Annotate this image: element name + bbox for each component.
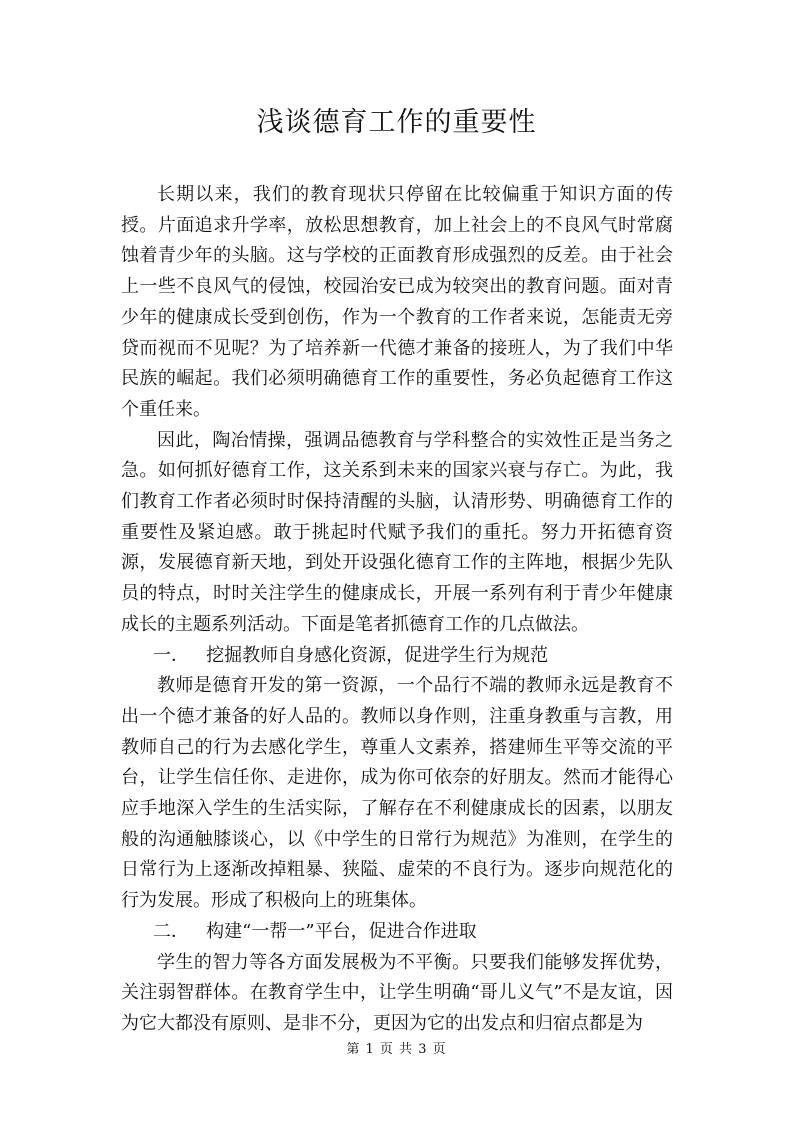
document-title: 浅谈德育工作的重要性 — [256, 107, 537, 138]
section-heading: 一． 挖掘教师自身感化资源，促进学生行为规范 — [153, 644, 549, 666]
document-body — [121, 180, 673, 1040]
paragraph: 因此，陶冶情操，强调品德教育与学科整合的实效性正是当务之急。如何抓好德育工作，这关系到未来的国家兴衰与存亡。为此，我们教育工作者必须时时保持清醒的头脑，认清形势、明确德育工作的重要性及紧迫感。敢于挑起时代赋予我们的重托。努力开拓德育资源，发展德育新天地，到处开设强化德育工作的主阵地，根据少先队员的特点，时时关注学生的健康成长，开展一系列有利于青少年健康成长的主题系列活动。下面是笔者抓德育工作的几点做法。 — [121, 429, 673, 635]
paragraph: 长期以来，我们的教育现状只停留在比较偏重于知识方面的传授。片面追求升学率，放松思想教育，加上社会上的不良风气时常腐蚀着青少年的头脑。这与学校的正面教育形成强烈的反差。由于社会上一些不良风气的侵蚀，校园治安已成为较突出的教育问题。面对青少年的健康成长受到创伤，作为一个教育的工作者来说，怎能责无旁贷而视而不见呢？为了培养新一代德才兼备的接班人，为了我们中华民族的崛起。我们必须明确德育工作的重要性，务必负起德育工作这个重任来。 — [121, 184, 673, 420]
paragraph: 学生的智力等各方面发展极为不平衡。只要我们能够发挥优势，关注弱智群体。在教育学生中，让学生明确“哥儿义气”不是友谊，因为它大都没有原则、是非不分，更因为它的出发点和归宿点都是为 — [121, 951, 673, 1034]
section-heading: 二． 构建“一帮一”平台，促进合作进取 — [153, 920, 477, 942]
paragraph: 教师是德育开发的第一资源，一个品行不端的教师永远是教育不出一个德才兼备的好人品的。教师以身作则，注重身教重与言教，用教师自己的行为去感化学生，尊重人文素养，搭建师生平等交流的平台，让学生信任你、走进你，成为你可依奈的好朋友。然而才能得心应手地深入学生的生活实际，了解存在不利健康成长的因素，以朋友般的沟通触膝谈心，以《中学生的日常行为规范》为准则，在学生的日常行为上逐渐改掉粗暴、狭隘、虚荣的不良行为。逐步向规范化的行为发展。形成了积极向上的班集体。 — [121, 675, 673, 912]
page-footer: 第 1 页 共 3 页 — [346, 1042, 447, 1057]
